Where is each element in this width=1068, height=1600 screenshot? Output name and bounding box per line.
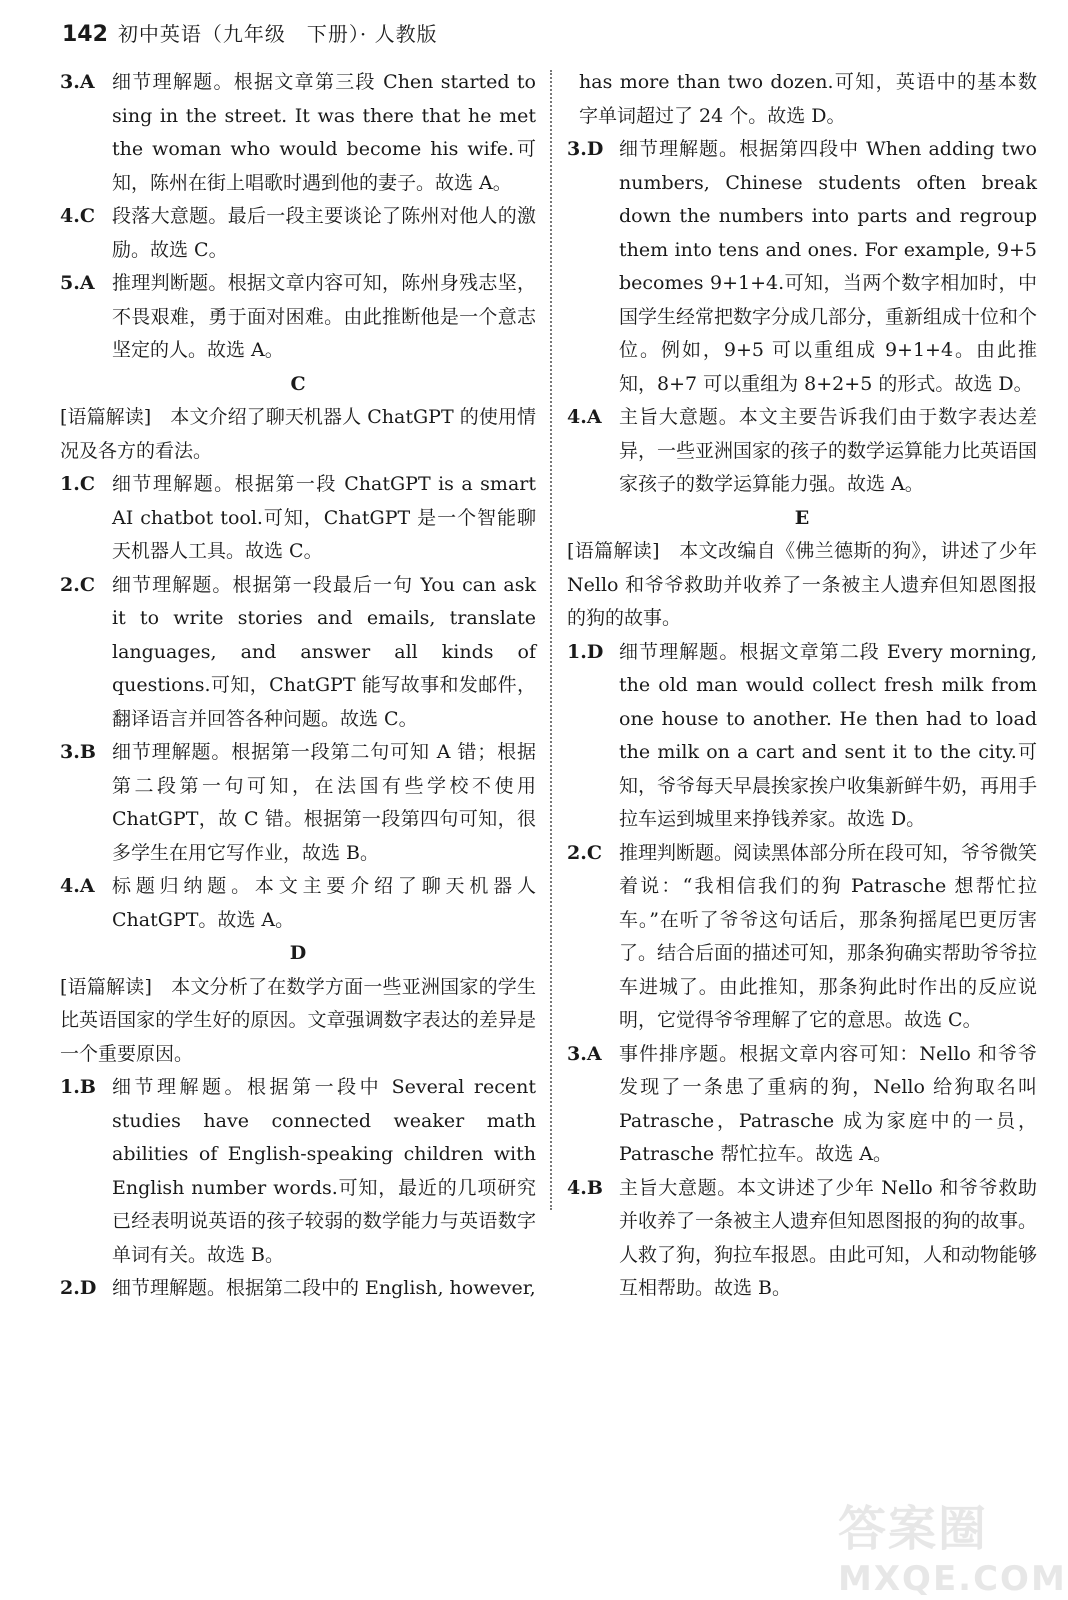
section-heading-d: D bbox=[289, 942, 307, 964]
answer-number: 1.C bbox=[60, 473, 95, 495]
left-column bbox=[60, 66, 536, 1306]
watermark-logo-text: 答案圈 bbox=[838, 1501, 989, 1557]
answer-item bbox=[60, 468, 536, 569]
passage-analysis: [语篇解读] 本文介绍了聊天机器人 ChatGPT 的使用情况及各方的看法。 bbox=[60, 406, 536, 462]
answer-number: 2.C bbox=[60, 573, 95, 596]
continued-explanation: has more than two dozen.可知，英语中的基本数字单词超过了 24 个。故选 D。 bbox=[579, 71, 1037, 127]
answer-number: 3.A bbox=[60, 71, 95, 93]
answer-explanation: 主旨大意题。本文主要告诉我们由于数字表达差异，一些亚洲国家的孩子的数学运算能力比英语国家孩子的数学运算能力强。故选 A。 bbox=[619, 406, 1038, 495]
passage-analysis: [语篇解读] 本文分析了在数学方面一些亚洲国家的学生比英语国家的学生好的原因。文章强调数字表达的差异是一个重要原因。 bbox=[60, 975, 536, 1065]
column-divider bbox=[550, 70, 552, 1210]
answer-explanation: 细节理解题。根据文章第三段 Chen started to sing in the street. It was there that he met the woman who would become his wife.可知，陈州在街上唱歌时遇到他的妻子。故选 A。 bbox=[112, 71, 536, 194]
answer-item bbox=[60, 66, 536, 200]
answer-item bbox=[567, 401, 1037, 502]
answer-number: 4.A bbox=[60, 875, 95, 897]
answer-item bbox=[60, 1071, 536, 1272]
answer-explanation: 事件排序题。根据文章内容可知：Nello 和爷爷发现了一条患了重病的狗，Nello 给狗取名叫 Patrasche，Patrasche 成为家庭中的一员，Patrasche 帮忙拉车。故选 A。 bbox=[619, 1042, 1037, 1165]
answer-item bbox=[60, 1272, 536, 1306]
answer-explanation: 细节理解题。根据第一段 ChatGPT is a smart AI chatbot tool.可知，ChatGPT 是一个智能聊天机器人工具。故选 C。 bbox=[112, 473, 536, 562]
passage-analysis: [语篇解读] 本文改编自《佛兰德斯的狗》，讲述了少年 Nello 和爷爷救助并收养了一条被主人遗弃但知恩图报的狗的故事。 bbox=[567, 540, 1037, 629]
answer-item bbox=[60, 569, 536, 737]
answer-explanation: 推理判断题。根据文章内容可知，陈州身残志坚，不畏艰难，勇于面对困难。由此推断他是一个意志坚定的人。故选 A。 bbox=[112, 272, 536, 361]
answer-item bbox=[60, 200, 536, 267]
answer-explanation: 细节理解题。根据第一段第二句可知 A 错；根据第二段第一句可知，在法国有些学校不使用 ChatGPT，故 C 错。根据第一段第四句可知，很多学生在用它写作业，故选 B。 bbox=[112, 741, 536, 864]
section-heading-e: E bbox=[794, 506, 810, 529]
book-title: 初中英语（九年级 下册）· 人教版 bbox=[117, 22, 438, 46]
answer-item bbox=[567, 837, 1037, 1038]
answer-number: 4.C bbox=[60, 205, 95, 227]
answer-explanation: 段落大意题。最后一段主要谈论了陈州对他人的激励。故选 C。 bbox=[112, 205, 536, 261]
answer-explanation: 细节理解题。根据第一段中 Several recent studies have connected weaker math abilities of English-speaking children with English number words.可知，最近的几项研究已经表明说英语的孩子较弱的数学能力与英语数字单词有关。故选 B。 bbox=[112, 1076, 536, 1266]
answer-number: 1.D bbox=[567, 640, 604, 663]
answer-number: 3.A bbox=[567, 1042, 602, 1065]
answer-item bbox=[567, 1038, 1037, 1172]
answer-item bbox=[567, 636, 1037, 837]
answer-item bbox=[567, 1172, 1037, 1306]
answer-number: 5.A bbox=[60, 272, 95, 294]
answer-number: 1.B bbox=[60, 1076, 96, 1098]
right-column bbox=[567, 66, 1037, 1306]
answer-item bbox=[60, 267, 536, 368]
answer-explanation: 推理判断题。阅读黑体部分所在段可知，爷爷微笑着说：“我相信我们的狗 Patrasche 想帮忙拉车。”在听了爷爷这句话后，那条狗摇尾巴更厉害了。结合后面的描述可知，那条狗确实帮助爷爷拉车进城了。由此推知，那条狗此时作出的反应说明，它觉得爷爷理解了它的意思。故选 C。 bbox=[619, 841, 1038, 1031]
answer-number: 3.B bbox=[60, 741, 96, 763]
answer-explanation: 细节理解题。根据文章第二段 Every morning, the old man would collect fresh milk from one house to another. He then had to load the milk on a cart and sent it to the city.可知，爷爷每天早晨挨家挨户收集新鲜牛奶，再用手拉车运到城里来挣钱养家。故选 D。 bbox=[619, 640, 1038, 830]
answer-item bbox=[60, 736, 536, 870]
section-heading-c: C bbox=[290, 372, 306, 395]
answer-number: 4.A bbox=[567, 406, 602, 428]
answer-number: 4.B bbox=[567, 1176, 603, 1199]
answer-number: 2.D bbox=[60, 1277, 97, 1299]
answer-explanation: 主旨大意题。本文讲述了少年 Nello 和爷爷救助并收养了一条被主人遗弃但知恩图报的狗的故事。人救了狗，狗拉车报恩。由此可知，人和动物能够互相帮助。故选 B。 bbox=[619, 1176, 1038, 1299]
answer-number: 3.D bbox=[567, 138, 604, 160]
answer-explanation: 标题归纳题。本文主要介绍了聊天机器人 ChatGPT。故选 A。 bbox=[112, 875, 536, 931]
answer-item bbox=[567, 133, 1037, 401]
answer-explanation: 细节理解题。根据第四段中 When adding two numbers, Chinese students often break down the numbers into parts and regroup them into tens and ones. For example, 9+5 becomes 9+1+4.可知，当两个数字相加时，中国学生经常把数字分成几部分，重新组成十位和个位。例如，9+5 可以重组成 9+1+4。由此推知，8+7 可以重组为 8+2+5 的形式。故选 D。 bbox=[619, 138, 1038, 395]
answer-explanation: 细节理解题。根据第二段中的 English, however, bbox=[112, 1277, 536, 1299]
answer-explanation: 细节理解题。根据第一段最后一句 You can ask it to write stories and emails, translate languages, and answer all kinds of questions.可知，ChatGPT 能写故事和发邮件，翻译语言并回答各种问题。故选 C。 bbox=[112, 573, 536, 730]
watermark-url: MXQE.COM bbox=[838, 1559, 1067, 1599]
page-header bbox=[62, 18, 1028, 58]
answer-number: 2.C bbox=[567, 841, 602, 864]
site-watermark bbox=[838, 1490, 1067, 1599]
answer-item bbox=[60, 870, 536, 937]
page-number: 142 bbox=[62, 22, 108, 47]
